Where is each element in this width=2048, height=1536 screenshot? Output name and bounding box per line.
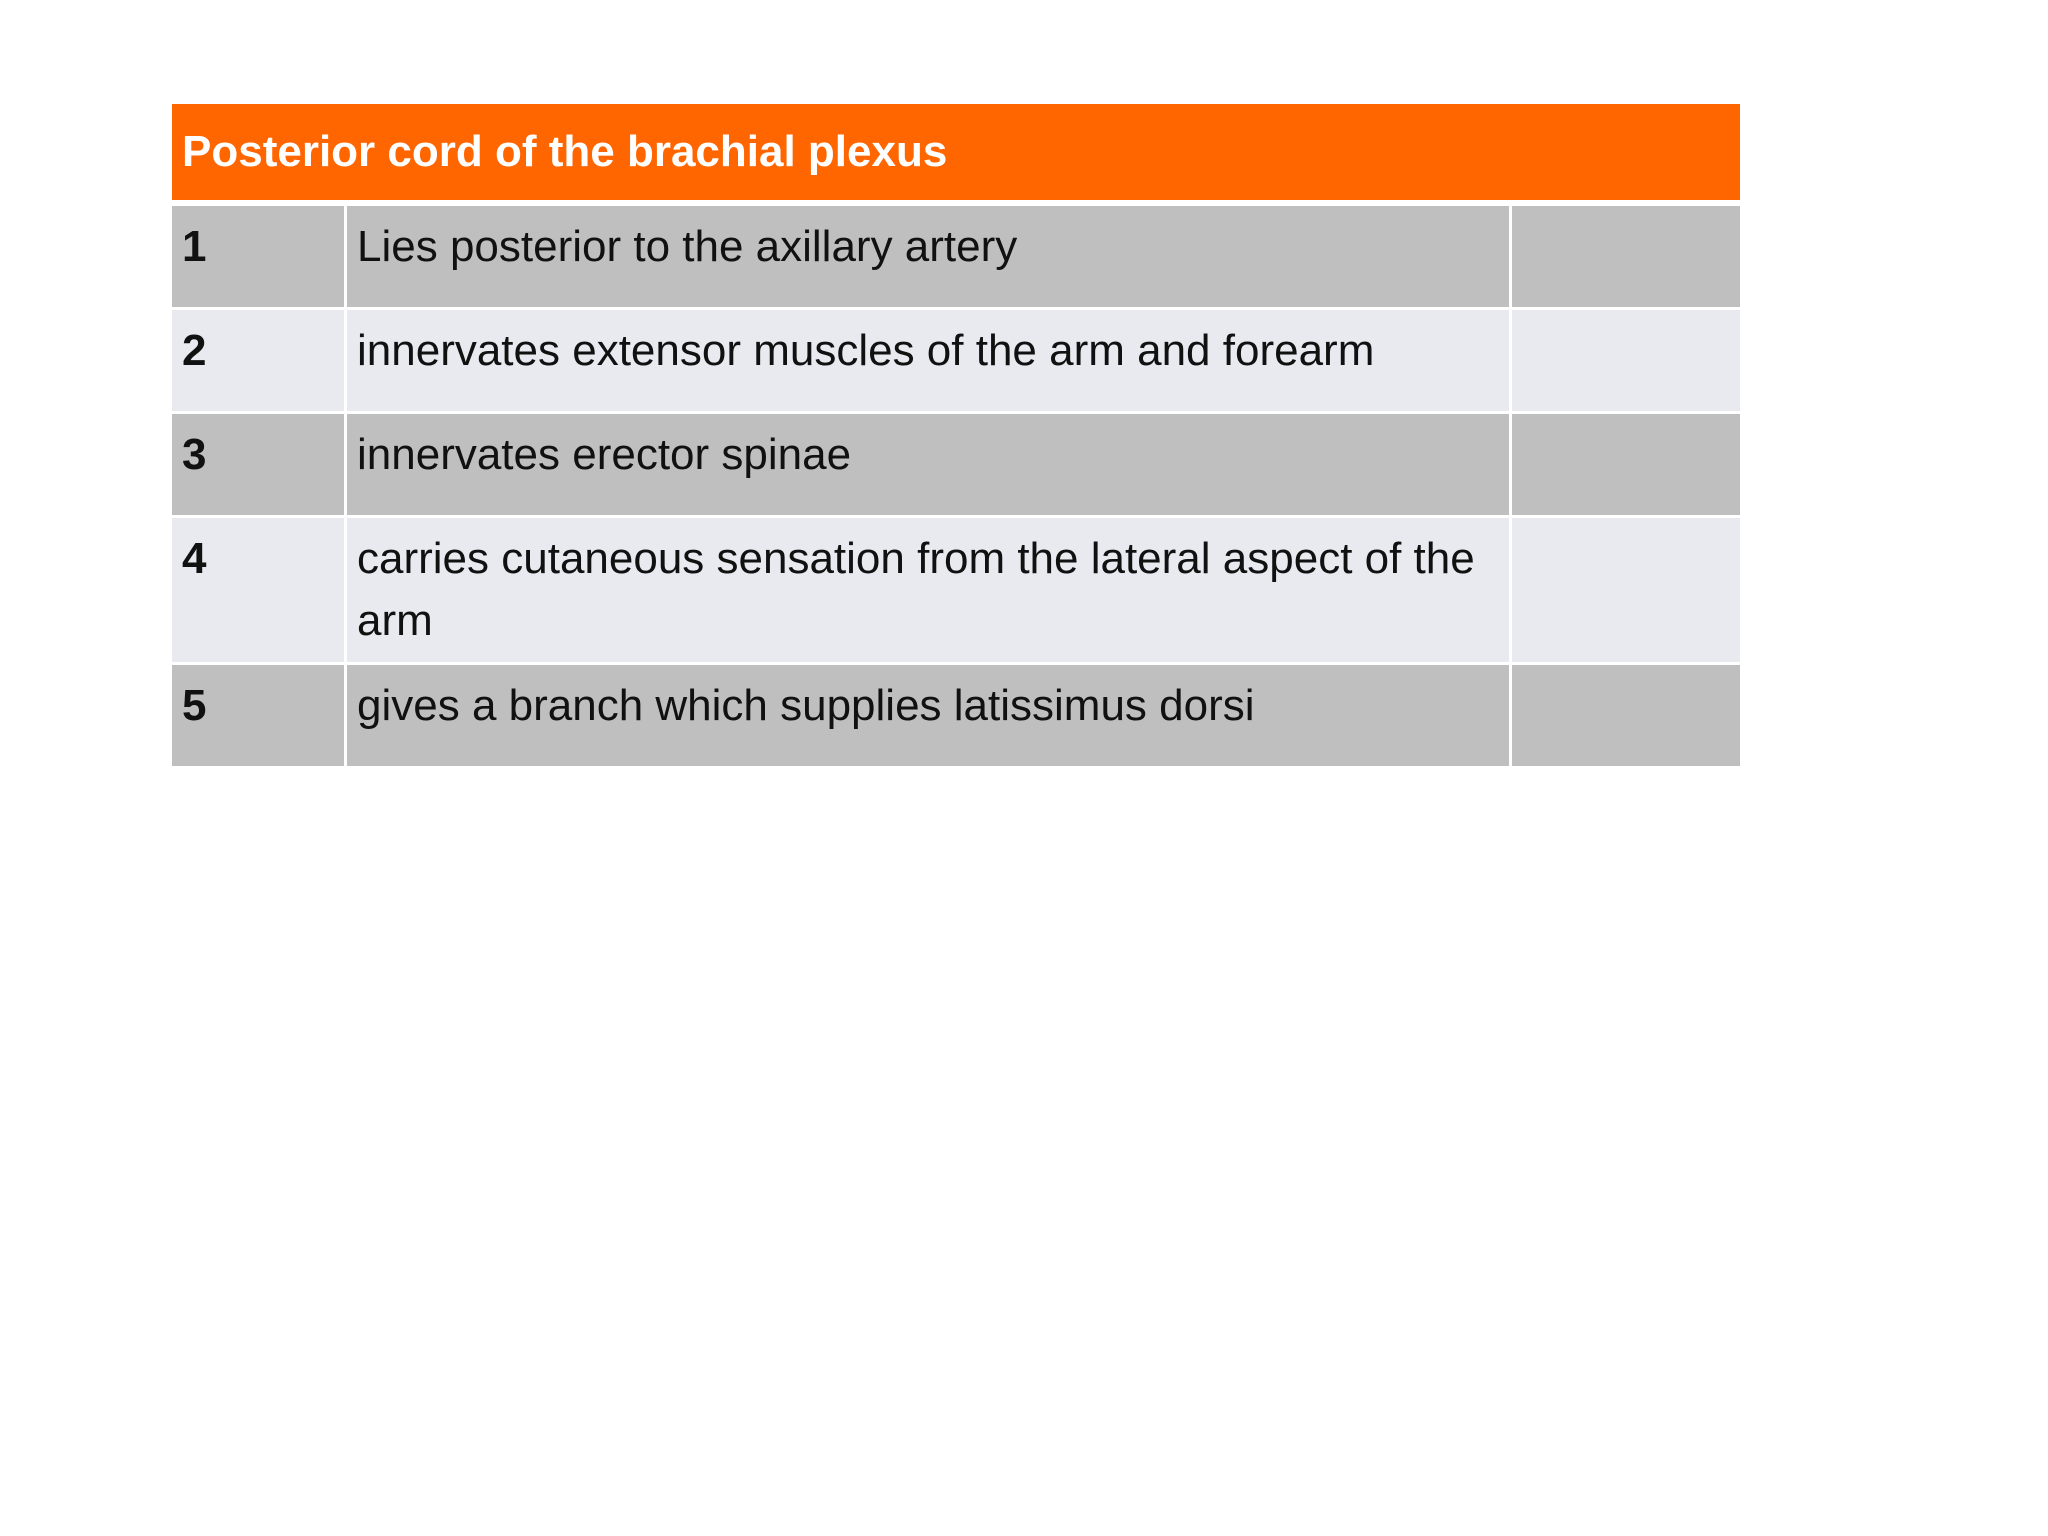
row-statement: carries cutaneous sensation from the lateral aspect of the arm bbox=[347, 518, 1512, 662]
table-row bbox=[172, 662, 1740, 766]
row-statement: Lies posterior to the axillary artery bbox=[347, 206, 1512, 307]
row-number: 5 bbox=[172, 665, 347, 766]
table-row bbox=[172, 515, 1740, 662]
row-statement: gives a branch which supplies latissimus dorsi bbox=[347, 665, 1512, 766]
row-number: 2 bbox=[172, 310, 347, 411]
answer-cell[interactable] bbox=[1512, 414, 1740, 515]
answer-cell[interactable] bbox=[1512, 310, 1740, 411]
row-statement: innervates erector spinae bbox=[347, 414, 1512, 515]
row-number: 4 bbox=[172, 518, 347, 662]
table-row bbox=[172, 411, 1740, 515]
row-number: 1 bbox=[172, 206, 347, 307]
row-number: 3 bbox=[172, 414, 347, 515]
table-row bbox=[172, 307, 1740, 411]
table-row bbox=[172, 206, 1740, 307]
answer-cell[interactable] bbox=[1512, 206, 1740, 307]
question-table bbox=[172, 104, 1740, 766]
row-statement: innervates extensor muscles of the arm and forearm bbox=[347, 310, 1512, 411]
answer-cell[interactable] bbox=[1512, 665, 1740, 766]
table-title: Posterior cord of the brachial plexus bbox=[172, 104, 1740, 200]
answer-cell[interactable] bbox=[1512, 518, 1740, 662]
